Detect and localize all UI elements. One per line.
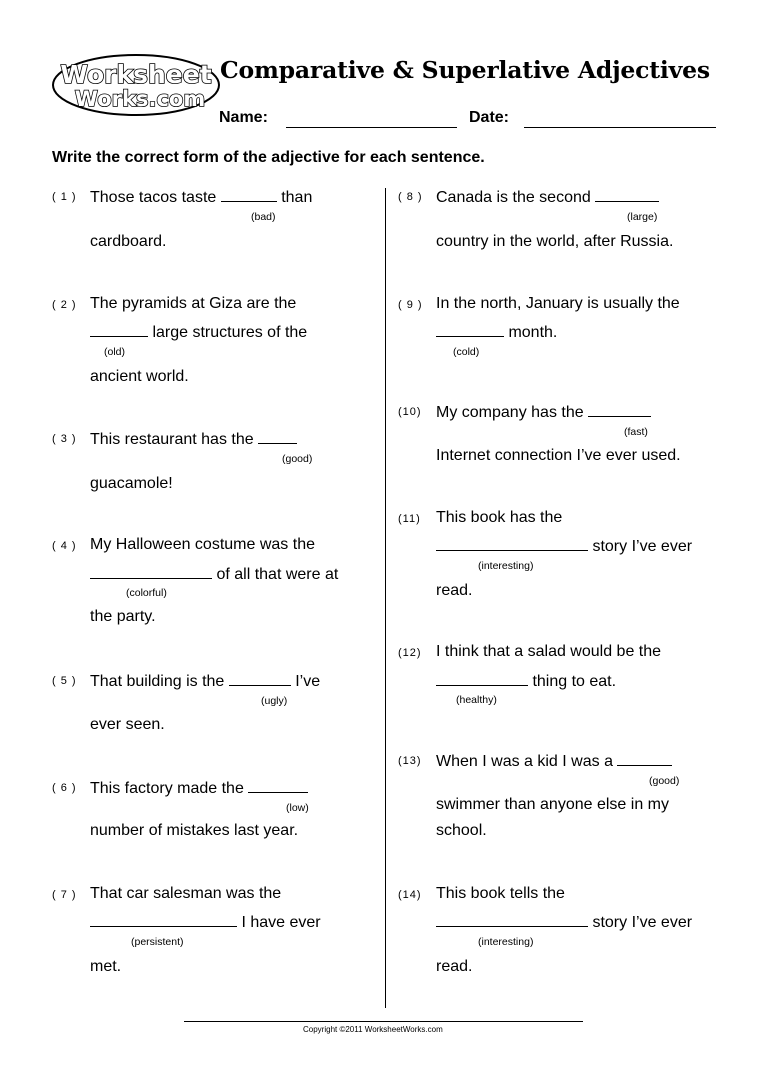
question-line: [436, 186, 659, 208]
question-text: cardboard.: [90, 233, 167, 250]
answer-blank[interactable]: [436, 670, 528, 686]
question-text: read.: [436, 958, 473, 975]
question-text: My company has the: [436, 404, 584, 421]
question-number: ( 7 ): [52, 889, 77, 901]
instructions: Write the correct form of the adjective for each sentence.: [52, 149, 485, 166]
answer-blank[interactable]: [588, 401, 651, 417]
question-text: ever seen.: [90, 716, 165, 733]
question-text: than: [281, 189, 313, 206]
question-line: [436, 911, 692, 933]
question-line: [90, 186, 312, 208]
worksheet-title: Comparative & Superlative Adjectives: [220, 56, 710, 84]
question-number: (13): [398, 755, 422, 767]
question-number: ( 1 ): [52, 191, 77, 203]
hint-label: (healthy): [456, 694, 497, 706]
question-text: I have ever: [241, 914, 321, 931]
question-text: I think that a salad would be the: [436, 643, 662, 660]
question-text: My Halloween costume was the: [90, 536, 315, 553]
hint-label: (low): [286, 802, 309, 814]
hint-label: (ugly): [261, 695, 288, 707]
question-text: month.: [508, 324, 558, 341]
question-text: school.: [436, 822, 487, 839]
question-text: That car salesman was the: [90, 885, 282, 902]
name-label: Name:: [219, 109, 268, 126]
hint-label: (persistent): [131, 936, 184, 948]
question-text: This restaurant has the: [90, 431, 254, 448]
worksheetworks-logo: [52, 54, 220, 116]
answer-blank[interactable]: [436, 911, 588, 927]
hint-label: (old): [104, 346, 126, 358]
hint-label: (fast): [624, 426, 648, 438]
answer-blank[interactable]: [248, 777, 308, 793]
footer-rule: [184, 1021, 583, 1022]
hint-label: (cold): [453, 346, 480, 358]
question-text: The pyramids at Giza are the: [90, 295, 297, 312]
logo-text-line2: Works.com: [74, 87, 206, 111]
hint-label: (colorful): [126, 587, 167, 599]
question-text: In the north, January is usually the: [436, 295, 680, 312]
hint-label: (good): [282, 453, 313, 465]
answer-blank[interactable]: [90, 911, 237, 927]
hint-label: (good): [649, 775, 680, 787]
answer-blank[interactable]: [90, 563, 212, 579]
question-text: large structures of the: [152, 324, 308, 341]
hint-label: (interesting): [478, 560, 534, 572]
hint-label: (interesting): [478, 936, 534, 948]
question-text: This factory made the: [90, 780, 244, 797]
answer-blank[interactable]: [436, 535, 588, 551]
question-line: [90, 911, 321, 933]
question-text: When I was a kid I was a: [436, 753, 613, 770]
question-number: ( 9 ): [398, 299, 423, 311]
question-text: thing to eat.: [532, 673, 617, 690]
date-field-line[interactable]: [524, 127, 716, 128]
question-text: number of mistakes last year.: [90, 822, 299, 839]
question-number: ( 3 ): [52, 433, 77, 445]
question-text: Canada is the second: [436, 189, 591, 206]
question-number: ( 4 ): [52, 540, 77, 552]
question-text: read.: [436, 582, 473, 599]
hint-label: (large): [627, 211, 658, 223]
date-label: Date:: [469, 109, 510, 126]
question-text: Those tacos taste: [90, 189, 217, 206]
question-number: ( 2 ): [52, 299, 77, 311]
question-line: [90, 777, 308, 799]
question-number: (10): [398, 406, 422, 418]
logo-graphic: [52, 54, 220, 116]
logo-text-line1: Worksheet: [60, 60, 212, 89]
answer-blank[interactable]: [90, 321, 148, 337]
question-text: swimmer than anyone else in my: [436, 796, 669, 813]
answer-blank[interactable]: [595, 186, 659, 202]
question-text: That building is the: [90, 673, 225, 690]
question-number: ( 8 ): [398, 191, 423, 203]
answer-blank[interactable]: [617, 750, 672, 766]
question-text: Internet connection I’ve ever used.: [436, 447, 681, 464]
question-text: story I’ve ever: [592, 914, 693, 931]
answer-blank[interactable]: [221, 186, 277, 202]
name-field-line[interactable]: [286, 127, 457, 128]
question-number: ( 5 ): [52, 675, 77, 687]
question-number: (11): [398, 513, 421, 525]
copyright-notice: Copyright ©2011 WorksheetWorks.com: [303, 1025, 443, 1034]
question-text: This book has the: [436, 509, 563, 526]
question-line: [436, 535, 692, 557]
answer-blank[interactable]: [229, 670, 291, 686]
question-text: the party.: [90, 608, 156, 625]
question-text: of all that were at: [216, 566, 339, 583]
answer-blank[interactable]: [436, 321, 504, 337]
question-text: I’ve: [295, 673, 321, 690]
column-divider: [385, 188, 386, 1008]
question-text: met.: [90, 958, 122, 975]
question-line: [90, 563, 338, 585]
question-number: ( 6 ): [52, 782, 77, 794]
hint-label: (bad): [251, 211, 276, 223]
question-line: [436, 670, 616, 692]
answer-blank[interactable]: [258, 428, 297, 444]
question-line: [436, 401, 651, 423]
question-line: [90, 670, 320, 692]
question-text: country in the world, after Russia.: [436, 233, 674, 250]
question-text: This book tells the: [436, 885, 565, 902]
question-line: [90, 321, 307, 343]
question-line: [436, 750, 672, 772]
question-number: (12): [398, 647, 422, 659]
question-text: story I’ve ever: [592, 538, 693, 555]
question-line: [436, 321, 557, 343]
question-number: (14): [398, 889, 422, 901]
question-text: ancient world.: [90, 368, 189, 385]
question-line: [90, 428, 297, 450]
question-text: guacamole!: [90, 475, 173, 492]
